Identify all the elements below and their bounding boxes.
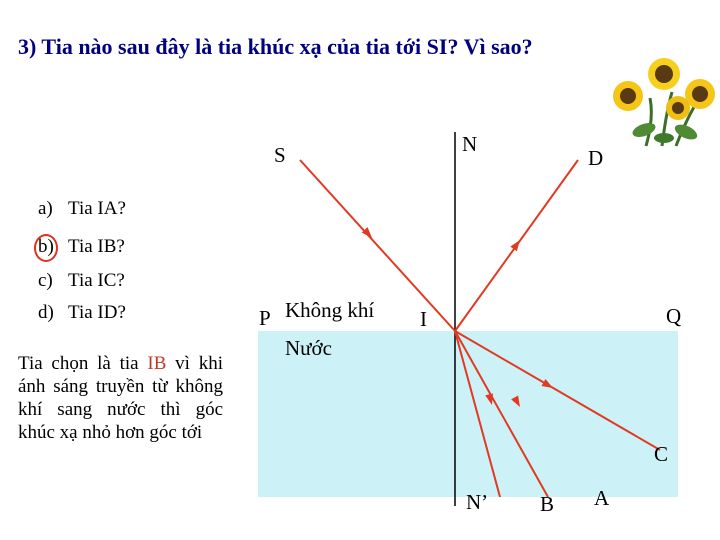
label-A: A xyxy=(594,486,610,510)
label-S: S xyxy=(274,143,286,167)
option-letter: b) xyxy=(38,236,54,257)
label-B: B xyxy=(540,492,555,516)
label-N-prime: N’ xyxy=(466,490,489,514)
answer-prefix: Tia chọn là tia xyxy=(18,353,148,374)
ray-IC xyxy=(455,331,660,450)
option-text: Tia IC? xyxy=(68,270,125,291)
ray-IA xyxy=(455,331,500,497)
label-D: D xyxy=(588,146,604,170)
page-title: 3) Tia nào sau đây là tia khúc xạ của tia tới SI? Vì sao? xyxy=(18,34,533,59)
label-C: C xyxy=(654,442,669,466)
option-text: Tia IB? xyxy=(68,236,125,257)
option-text: Tia IA? xyxy=(68,198,126,219)
label-N: N xyxy=(462,132,478,156)
label-air: Không khí xyxy=(285,298,375,322)
label-I: I xyxy=(420,307,427,331)
option-letter: d) xyxy=(38,302,54,323)
label-Q: Q xyxy=(666,304,682,328)
ray-IB xyxy=(455,331,548,497)
label-water: Nước xyxy=(285,336,332,360)
answer-suffix: vì khi ánh sáng truyền từ không khí sang nước thì góc khúc xạ nhỏ hơn góc tới xyxy=(18,353,223,443)
option-letter: c) xyxy=(38,270,53,291)
arrow-IC xyxy=(541,379,555,391)
answer-highlight: IB xyxy=(147,353,167,374)
option-text: Tia ID? xyxy=(68,302,126,323)
option-letter: a) xyxy=(38,198,53,219)
arrow-IB xyxy=(511,395,523,409)
label-P: P xyxy=(259,306,271,330)
